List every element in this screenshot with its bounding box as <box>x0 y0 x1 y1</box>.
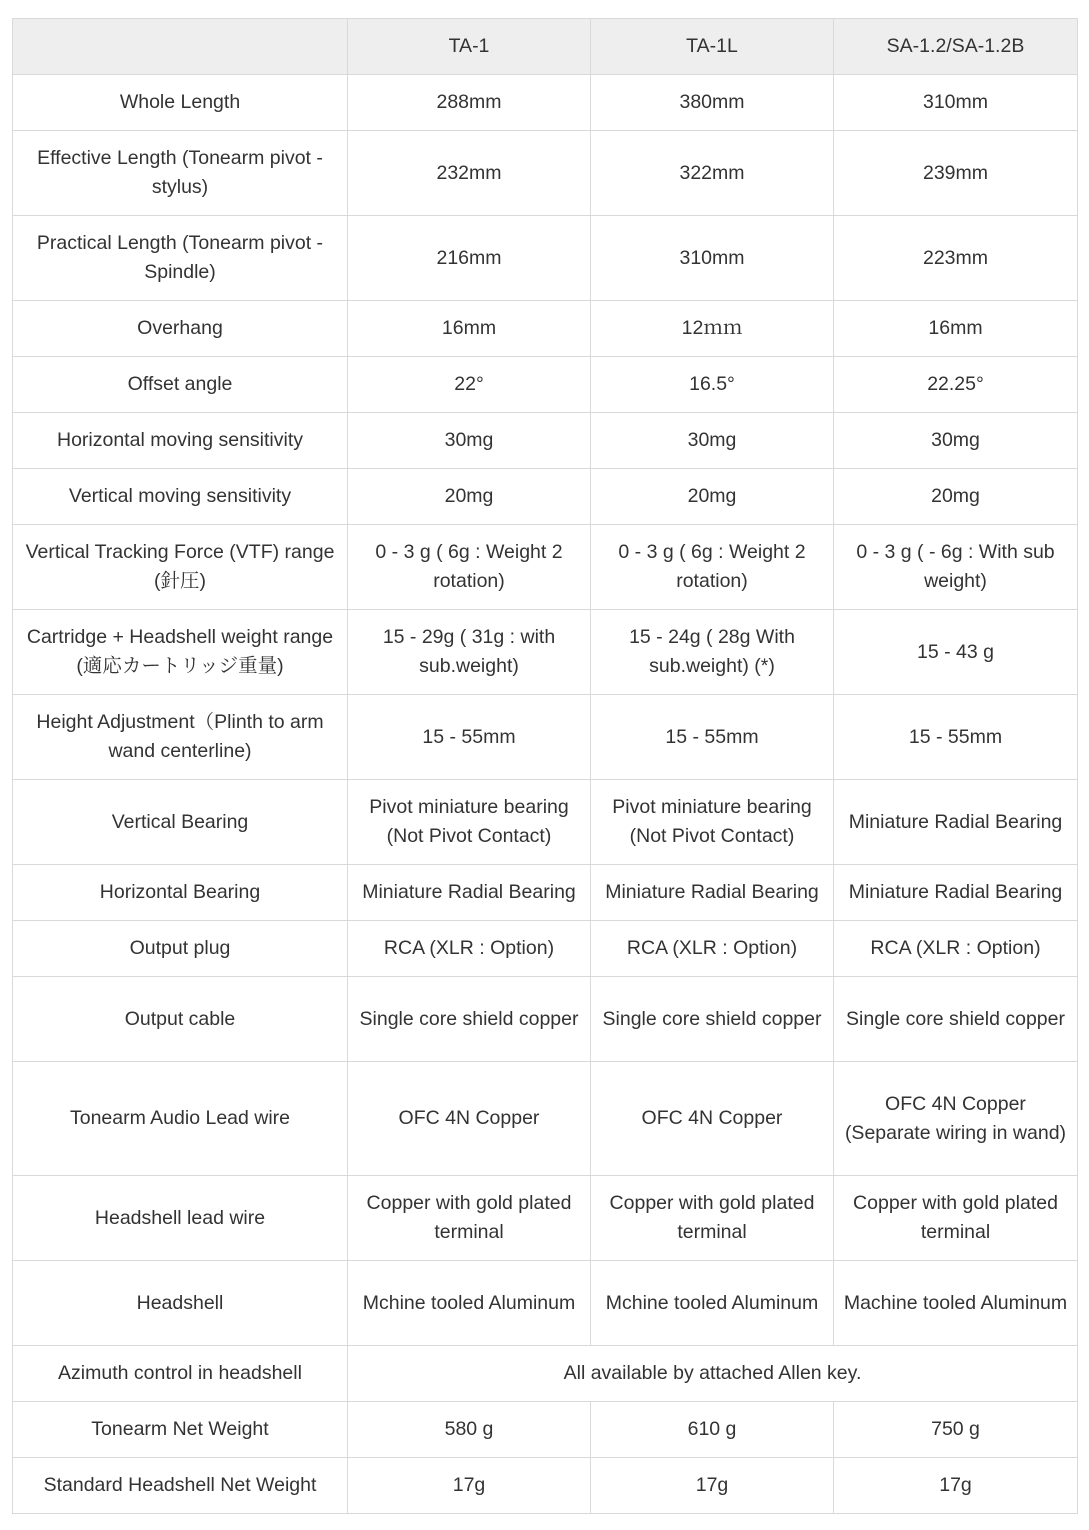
row-label: Height Adjustment（Plinth to arm wand centerline) <box>13 695 348 780</box>
spec-table <box>12 18 1078 1514</box>
cell-value: 216mm <box>348 216 591 301</box>
row-label: Standard Headshell Net Weight <box>13 1458 348 1514</box>
cell-value: 288mm <box>348 75 591 131</box>
cell-value: Miniature Radial Bearing <box>348 865 591 921</box>
row-label: Overhang <box>13 301 348 357</box>
table-row <box>13 469 1078 525</box>
cell-value: 0 - 3 g ( 6g : Weight 2 rotation) <box>348 525 591 610</box>
row-label: Tonearm Audio Lead wire <box>13 1062 348 1176</box>
row-label: Practical Length (Tonearm pivot - Spindle) <box>13 216 348 301</box>
row-label: Tonearm Net Weight <box>13 1402 348 1458</box>
cell-value: 15 - 43 g <box>834 610 1078 695</box>
row-label: Vertical Tracking Force (VTF) range (針圧) <box>13 525 348 610</box>
cell-value: 15 - 55mm <box>834 695 1078 780</box>
cell-value: Miniature Radial Bearing <box>834 780 1078 865</box>
header-cell-sa12: SA-1.2/SA-1.2B <box>834 19 1078 75</box>
cell-value: Mchine tooled Aluminum <box>591 1261 834 1346</box>
cell-value: 580 g <box>348 1402 591 1458</box>
cell-value: 223mm <box>834 216 1078 301</box>
header-cell-ta1: TA-1 <box>348 19 591 75</box>
cell-value: 0 - 3 g ( 6g : Weight 2 rotation) <box>591 525 834 610</box>
cell-value: 750 g <box>834 1402 1078 1458</box>
table-row <box>13 301 1078 357</box>
cell-value: 380mm <box>591 75 834 131</box>
row-label: Output plug <box>13 921 348 977</box>
cell-value: 20mg <box>591 469 834 525</box>
cell-value: 0 - 3 g ( - 6g : With sub weight) <box>834 525 1078 610</box>
header-cell-empty <box>13 19 348 75</box>
row-label: Headshell lead wire <box>13 1176 348 1261</box>
cell-value: 22° <box>348 357 591 413</box>
merged-cell-value: All available by attached Allen key. <box>348 1346 1078 1402</box>
cell-value: 15 - 24g ( 28g With sub.weight) (*) <box>591 610 834 695</box>
row-label: Vertical moving sensitivity <box>13 469 348 525</box>
cell-value: 22.25° <box>834 357 1078 413</box>
table-row <box>13 1402 1078 1458</box>
table-row <box>13 131 1078 216</box>
cell-value: 15 - 55mm <box>591 695 834 780</box>
table-row <box>13 1261 1078 1346</box>
cell-value: Copper with gold plated terminal <box>348 1176 591 1261</box>
cell-value: 310mm <box>834 75 1078 131</box>
cell-value: Pivot miniature bearing (Not Pivot Contact) <box>591 780 834 865</box>
row-label: Output cable <box>13 977 348 1062</box>
cell-value: 16.5° <box>591 357 834 413</box>
cell-value: RCA (XLR : Option) <box>834 921 1078 977</box>
row-label: Offset angle <box>13 357 348 413</box>
table-row <box>13 610 1078 695</box>
header-row <box>13 19 1078 75</box>
cell-value: 16mm <box>348 301 591 357</box>
table-row <box>13 865 1078 921</box>
table-row <box>13 1458 1078 1514</box>
table-row <box>13 780 1078 865</box>
cell-value: 20mg <box>834 469 1078 525</box>
cell-value: Pivot miniature bearing (Not Pivot Contact) <box>348 780 591 865</box>
cell-value: Single core shield copper <box>834 977 1078 1062</box>
cell-value: Copper with gold plated terminal <box>591 1176 834 1261</box>
table-row <box>13 695 1078 780</box>
cell-value: 15 - 29g ( 31g : with sub.weight) <box>348 610 591 695</box>
row-label: Cartridge + Headshell weight range (適応カートリッジ重量) <box>13 610 348 695</box>
table-row <box>13 357 1078 413</box>
cell-value: 232mm <box>348 131 591 216</box>
row-label: Whole Length <box>13 75 348 131</box>
cell-value: Single core shield copper <box>591 977 834 1062</box>
table-row <box>13 413 1078 469</box>
cell-value: 30mg <box>591 413 834 469</box>
cell-value: OFC 4N Copper <box>348 1062 591 1176</box>
cell-value: Mchine tooled Aluminum <box>348 1261 591 1346</box>
cell-value: Copper with gold plated terminal <box>834 1176 1078 1261</box>
cell-value: 310mm <box>591 216 834 301</box>
cell-value: 239mm <box>834 131 1078 216</box>
table-row <box>13 216 1078 301</box>
cell-value: 16mm <box>834 301 1078 357</box>
row-label: Horizontal moving sensitivity <box>13 413 348 469</box>
table-row <box>13 1346 1078 1402</box>
cell-value: 610 g <box>591 1402 834 1458</box>
header-cell-ta1l: TA-1L <box>591 19 834 75</box>
cell-value: 12ｍｍ <box>591 301 834 357</box>
cell-value: 17g <box>591 1458 834 1514</box>
cell-value: 30mg <box>348 413 591 469</box>
row-label: Headshell <box>13 1261 348 1346</box>
table-row <box>13 525 1078 610</box>
table-row <box>13 75 1078 131</box>
cell-value: 322mm <box>591 131 834 216</box>
cell-value: Miniature Radial Bearing <box>591 865 834 921</box>
cell-value: RCA (XLR : Option) <box>591 921 834 977</box>
cell-value: RCA (XLR : Option) <box>348 921 591 977</box>
table-row <box>13 921 1078 977</box>
cell-value: Single core shield copper <box>348 977 591 1062</box>
cell-value: Miniature Radial Bearing <box>834 865 1078 921</box>
cell-value: Machine tooled Aluminum <box>834 1261 1078 1346</box>
table-row <box>13 977 1078 1062</box>
row-label: Effective Length (Tonearm pivot - stylus) <box>13 131 348 216</box>
cell-value: OFC 4N Copper <box>591 1062 834 1176</box>
cell-value: 17g <box>348 1458 591 1514</box>
cell-value: 30mg <box>834 413 1078 469</box>
row-label: Vertical Bearing <box>13 780 348 865</box>
cell-value: 15 - 55mm <box>348 695 591 780</box>
cell-value: 20mg <box>348 469 591 525</box>
cell-value: 17g <box>834 1458 1078 1514</box>
table-row <box>13 1062 1078 1176</box>
cell-value: OFC 4N Copper (Separate wiring in wand) <box>834 1062 1078 1176</box>
table-row <box>13 1176 1078 1261</box>
row-label: Horizontal Bearing <box>13 865 348 921</box>
row-label: Azimuth control in headshell <box>13 1346 348 1402</box>
